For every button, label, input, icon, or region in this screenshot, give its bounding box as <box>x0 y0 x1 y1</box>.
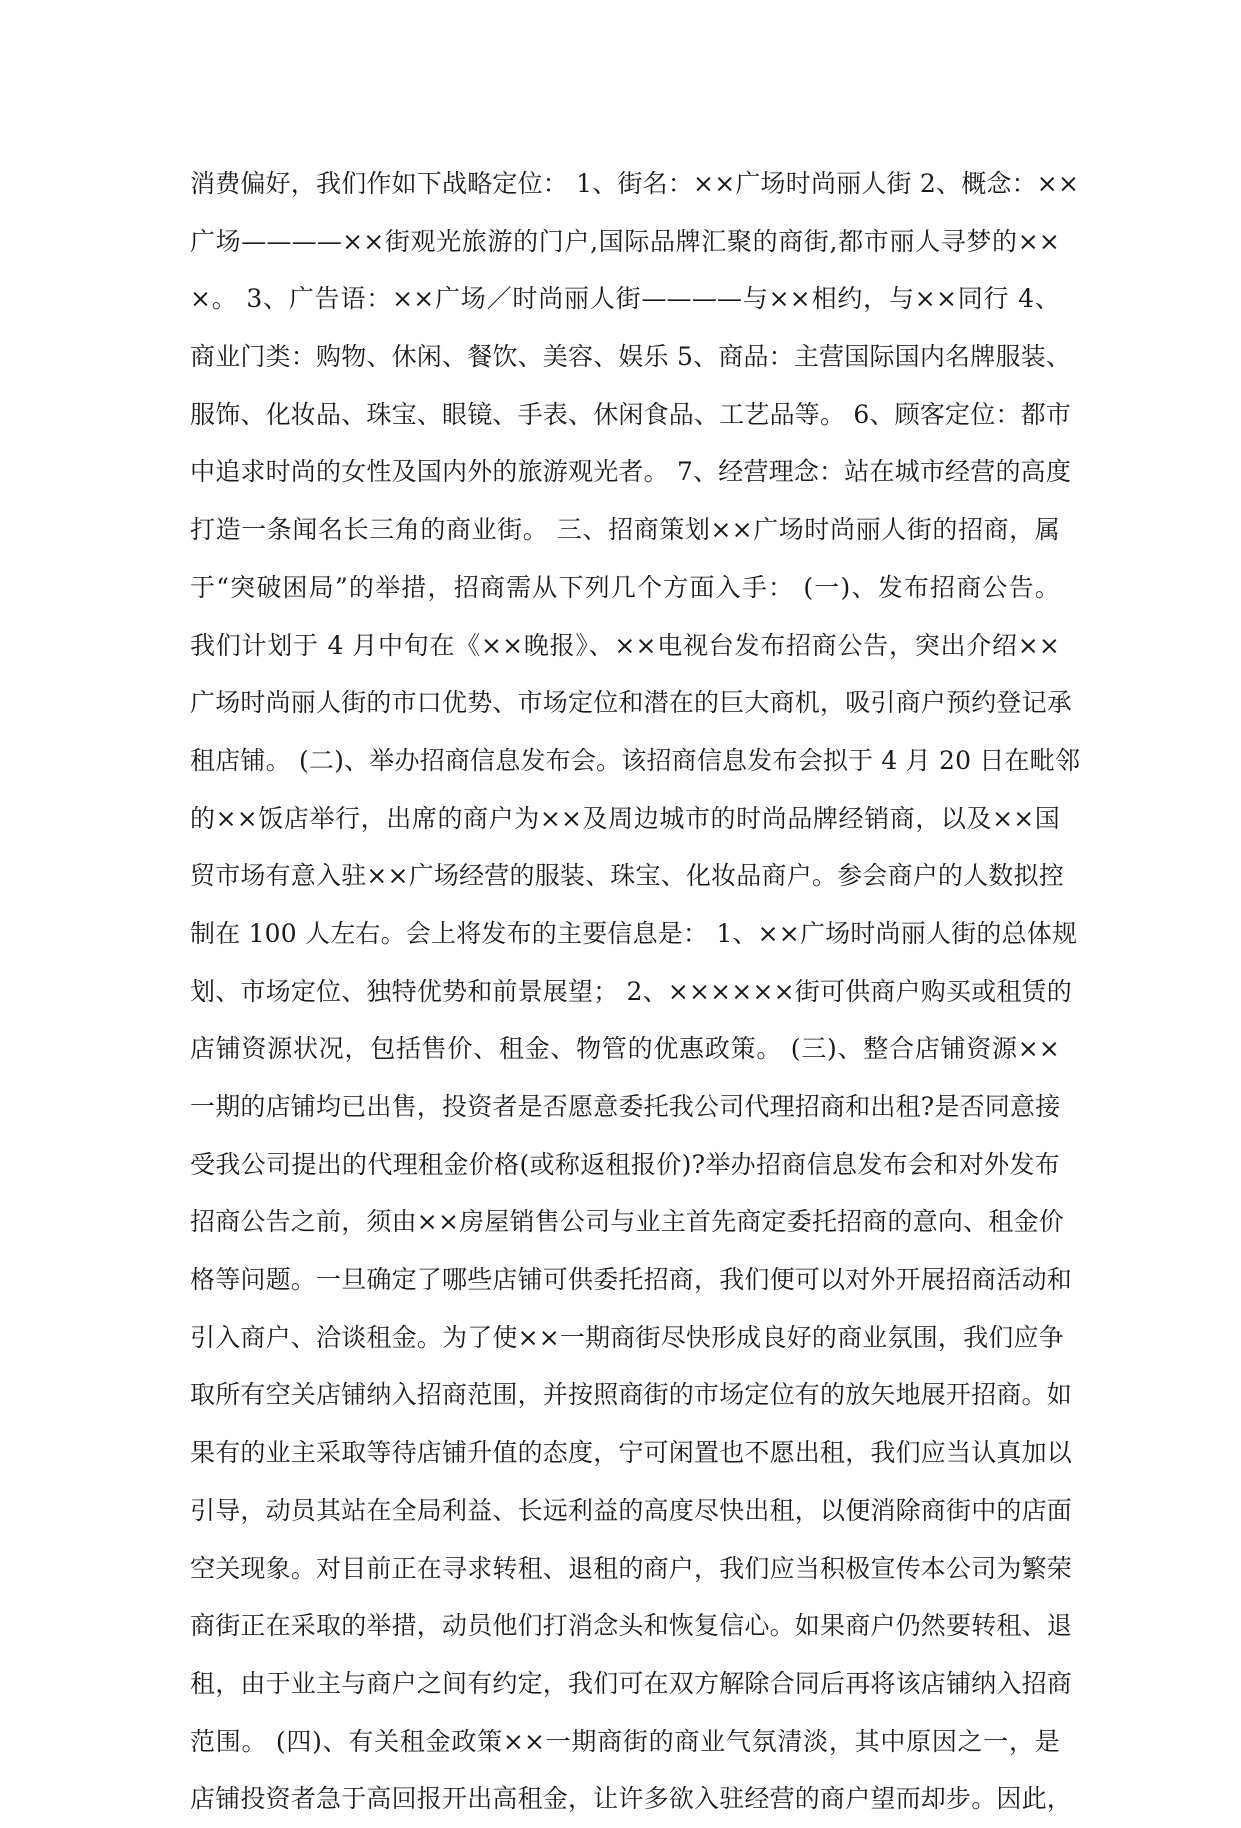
text-line: 打造一条闻名长三角的商业街。 三、招商策划××广场时尚丽人街的招商，属 <box>190 515 1060 545</box>
text-line: 招商公告之前，须由××房屋销售公司与业主首先商定委托招商的意向、租金价 <box>190 1207 1064 1237</box>
text-line: 一期的店铺均已出售，投资者是否愿意委托我公司代理招商和出租?是否同意接 <box>190 1092 1061 1121</box>
text-line: 引入商户、洽谈租金。为了使××一期商街尽快形成良好的商业氛围，我们应争 <box>190 1322 1064 1352</box>
text-line: 中追求时尚的女性及国内外的旅游观光者。 7、经营理念：站在城市经营的高度 <box>190 457 1072 487</box>
text-line: 商业门类：购物、休闲、餐饮、美容、娱乐 5、商品：主营国际国内名牌服装、 <box>190 342 1072 372</box>
document-body <box>190 155 1081 1828</box>
text-line: 于“突破困局”的举措，招商需从下列几个方面入手： (一)、发布招商公告。 <box>190 572 1060 602</box>
text-line: 划、市场定位、独特优势和前景展望； 2、××××××街可供商户购买或租赁的 <box>190 976 1072 1006</box>
text-line: 消费偏好，我们作如下战略定位： 1、街名：××广场时尚丽人街 2、概念：×× <box>190 169 1080 198</box>
text-line: 租，由于业主与商户之间有约定，我们可在双方解除合同后再将该店铺纳入招商 <box>190 1668 1073 1698</box>
text-line: 店铺资源状况，包括售价、租金、物管的优惠政策。 (三)、整合店铺资源×× <box>190 1034 1060 1064</box>
text-line: 服饰、化妆品、珠宝、眼镜、手表、休闲食品、工艺品等。 6、顾客定位：都市 <box>190 399 1072 429</box>
text-line: 我们计划于 4 月中旬在《××晚报》、××电视台发布招商公告，突出介绍×× <box>190 630 1060 660</box>
text-line: 格等问题。一旦确定了哪些店铺可供委托招商，我们便可以对外开展招商活动和 <box>190 1265 1073 1295</box>
text-line: 店铺投资者急于高回报开出高租金，让许多欲入驻经营的商户望而却步。因此， <box>190 1784 1073 1814</box>
text-line: 范围。 (四)、有关租金政策××一期商街的商业气氛清淡，其中原因之一，是 <box>190 1726 1060 1756</box>
text-line: 空关现象。对目前正在寻求转租、退租的商户，我们应当积极宣传本公司为繁荣 <box>190 1553 1073 1583</box>
text-line: 的××饭店举行，出席的商户为××及周边城市的时尚品牌经销商，以及××国 <box>190 803 1060 833</box>
text-line: 广场时尚丽人街的市口优势、市场定位和潜在的巨大商机，吸引商户预约登记承 <box>190 688 1073 718</box>
text-line: 贸市场有意入驻××广场经营的服装、珠宝、化妆品商户。参会商户的人数拟控 <box>190 861 1064 891</box>
text-line: ×。 3、广告语：××广场／时尚丽人街————与××相约，与××同行 4、 <box>190 284 1060 314</box>
text-line: 果有的业主采取等待店铺升值的态度，宁可闲置也不愿出租，我们应当认真加以 <box>190 1438 1073 1468</box>
text-line: 广场————××街观光旅游的门户,国际品牌汇聚的商街,都市丽人寻梦的×× <box>190 226 1060 256</box>
text-line: 租店铺。 (二)、举办招商信息发布会。该招商信息发布会拟于 4 月 20 日在毗邻 <box>190 745 1081 775</box>
text-line: 引导，动员其站在全局利益、长远利益的高度尽快出租，以便消除商街中的店面 <box>190 1495 1073 1525</box>
text-line: 取所有空关店铺纳入招商范围，并按照商街的市场定位有的放矢地展开招商。如 <box>190 1380 1073 1410</box>
text-line: 商街正在采取的举措，动员他们打消念头和恢复信心。如果商户仍然要转租、退 <box>190 1611 1073 1641</box>
text-line: 制在 100 人左右。会上将发布的主要信息是： 1、××广场时尚丽人街的总体规 <box>190 918 1078 948</box>
text-line: 受我公司提出的代理租金价格(或称返租报价)?举办招商信息发布会和对外发布 <box>190 1149 1060 1179</box>
